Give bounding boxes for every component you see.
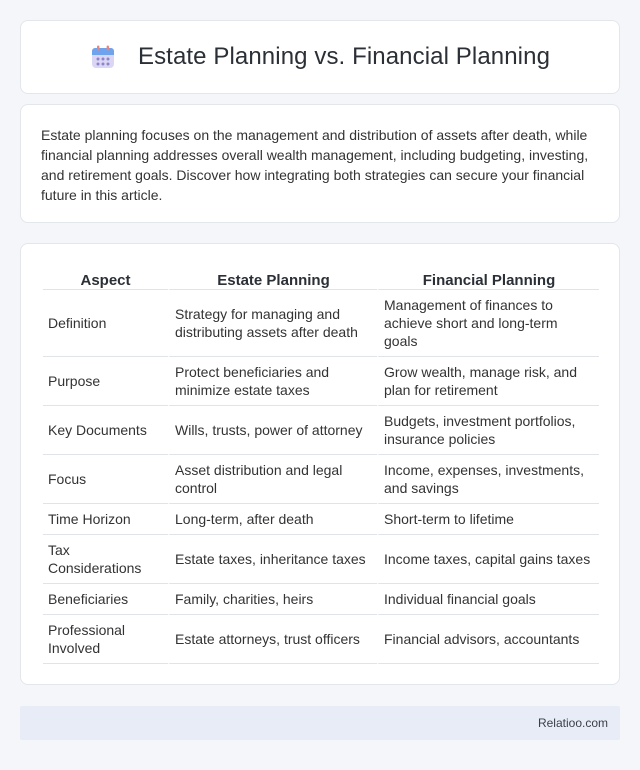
table-cell-financial: Short-term to lifetime (377, 504, 599, 535)
table-cell-aspect: Key Documents (43, 406, 168, 455)
table-cell-financial: Income taxes, capital gains taxes (377, 535, 599, 584)
table-cell-aspect: Focus (43, 455, 168, 504)
table-row (43, 290, 599, 357)
table-cell-estate: Strategy for managing and distributing assets after death (168, 290, 377, 357)
table-cell-estate: Wills, trusts, power of attorney (168, 406, 377, 455)
table-cell-estate: Estate taxes, inheritance taxes (168, 535, 377, 584)
table-cell-financial: Income, expenses, investments, and savings (377, 455, 599, 504)
column-header-financial-planning: Financial Planning (377, 266, 599, 290)
calendar-icon (90, 44, 116, 70)
table-cell-estate: Family, charities, heirs (168, 584, 377, 615)
table-cell-estate: Protect beneficiaries and minimize estate taxes (168, 357, 377, 406)
table-header-row (43, 266, 599, 290)
intro-text: Estate planning focuses on the management and distribution of assets after death, while financial planning addresses overall wealth management, including budgeting, investing, and retirement goals. Discover how integrating both strategies can secure your financial future in this article. (41, 127, 589, 203)
title-card (20, 20, 620, 94)
intro-card (20, 104, 620, 223)
comparison-table-card (20, 243, 620, 685)
comparison-table (43, 266, 599, 664)
table-cell-estate: Estate attorneys, trust officers (168, 615, 377, 664)
table-row (43, 504, 599, 535)
page-title: Estate Planning vs. Financial Planning (137, 43, 551, 70)
table-cell-aspect: Definition (43, 290, 168, 357)
table-cell-financial: Grow wealth, manage risk, and plan for retirement (377, 357, 599, 406)
table-cell-aspect: Purpose (43, 357, 168, 406)
footer (20, 706, 620, 740)
column-header-aspect: Aspect (43, 266, 168, 290)
footer-brand[interactable]: Relatioo.com (537, 716, 608, 730)
table-cell-financial: Budgets, investment portfolios, insurance policies (377, 406, 599, 455)
table-cell-aspect: Professional Involved (43, 615, 168, 664)
table-cell-financial: Financial advisors, accountants (377, 615, 599, 664)
table-cell-aspect: Time Horizon (43, 504, 168, 535)
table-row (43, 535, 599, 584)
table-cell-financial: Management of finances to achieve short and long-term goals (377, 290, 599, 357)
column-header-estate-planning: Estate Planning (168, 266, 377, 290)
table-row (43, 615, 599, 664)
table-row (43, 357, 599, 406)
table-row (43, 406, 599, 455)
table-cell-estate: Long-term, after death (168, 504, 377, 535)
table-row (43, 455, 599, 504)
table-cell-financial: Individual financial goals (377, 584, 599, 615)
table-cell-aspect: Tax Considerations (43, 535, 168, 584)
table-cell-estate: Asset distribution and legal control (168, 455, 377, 504)
table-cell-aspect: Beneficiaries (43, 584, 168, 615)
table-row (43, 584, 599, 615)
